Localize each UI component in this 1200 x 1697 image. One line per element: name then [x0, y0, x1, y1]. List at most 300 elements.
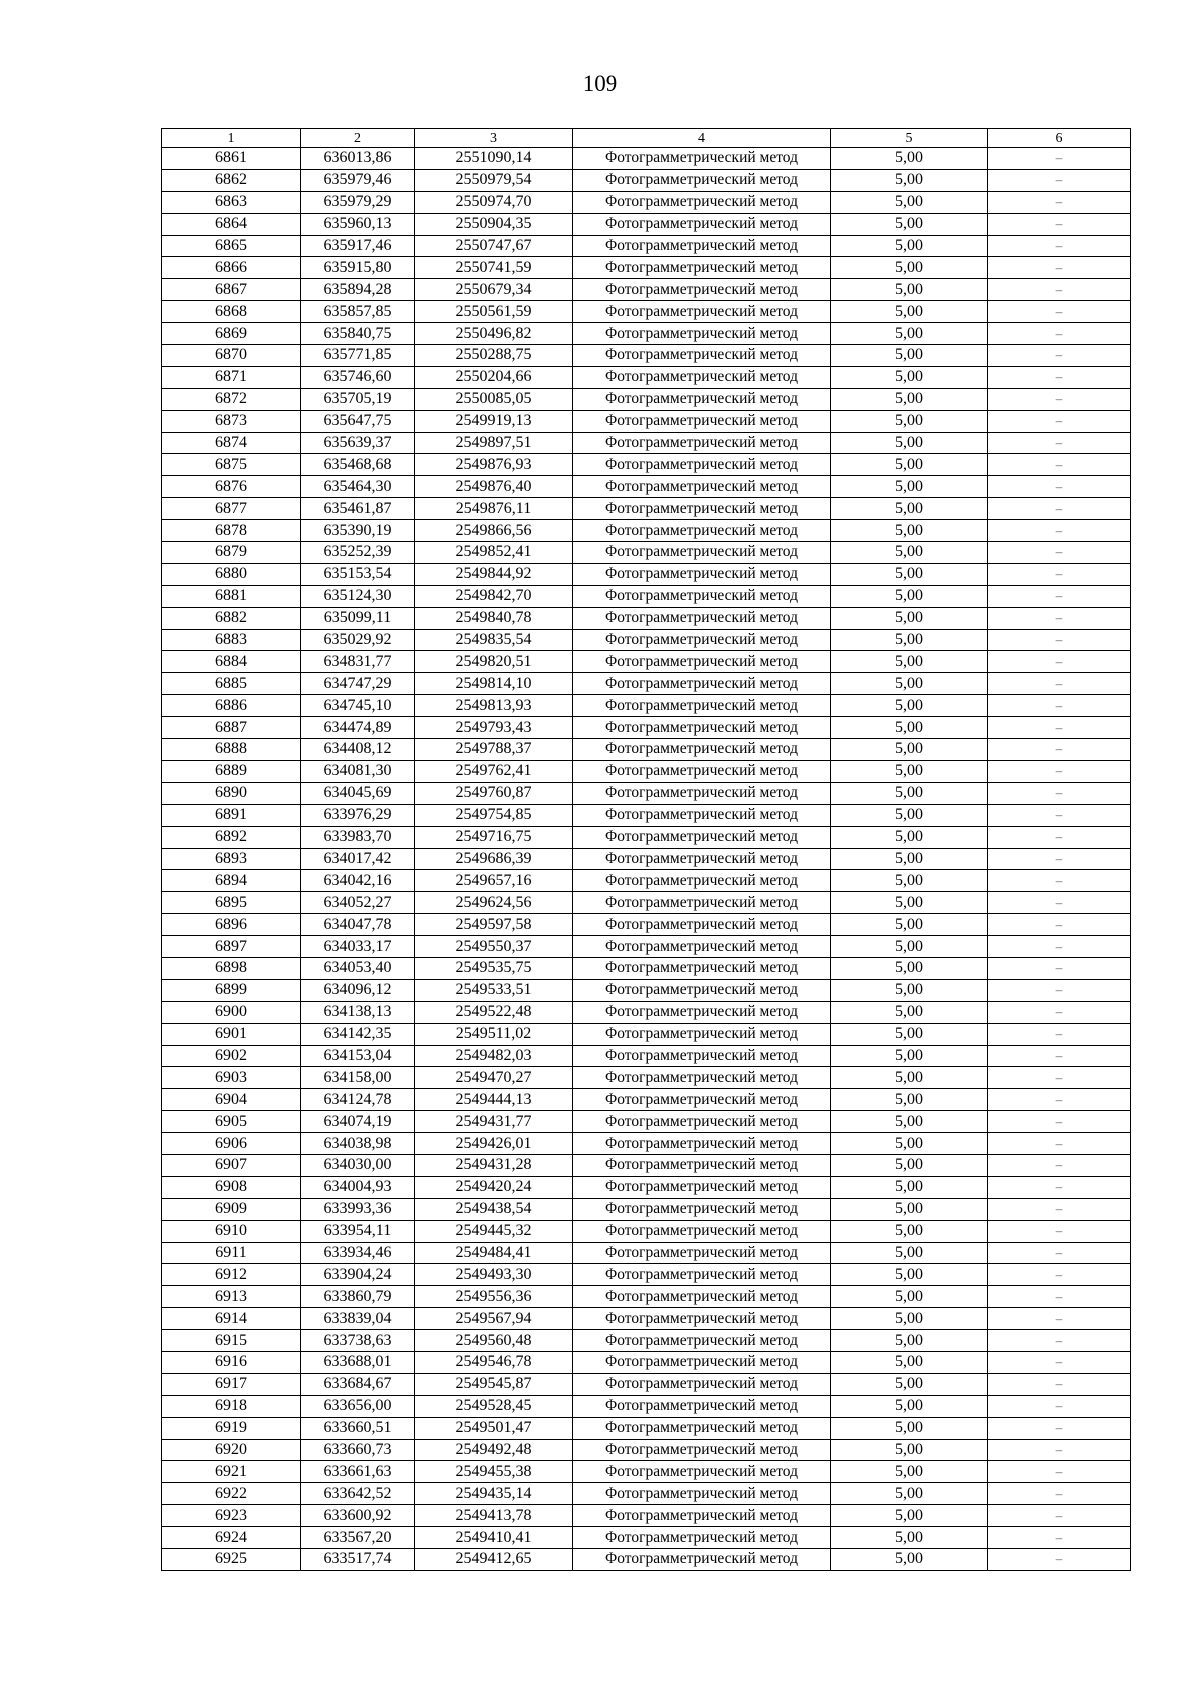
x-coordinate-cell: 635705,19 — [301, 388, 415, 410]
method-cell: Фотограмметрический метод — [573, 1133, 831, 1155]
table-row — [162, 191, 1131, 213]
note-cell: – — [988, 1395, 1131, 1417]
y-coordinate-cell: 2549545,87 — [415, 1373, 573, 1395]
y-coordinate-cell: 2550747,67 — [415, 235, 573, 257]
method-cell: Фотограмметрический метод — [573, 520, 831, 542]
y-coordinate-cell: 2549852,41 — [415, 542, 573, 564]
method-cell: Фотограмметрический метод — [573, 1483, 831, 1505]
note-cell: – — [988, 1133, 1131, 1155]
x-coordinate-cell: 635390,19 — [301, 520, 415, 542]
point-number-cell: 6874 — [162, 432, 301, 454]
y-coordinate-cell: 2549624,56 — [415, 892, 573, 914]
point-number-cell: 6862 — [162, 169, 301, 191]
note-cell: – — [988, 279, 1131, 301]
point-number-cell: 6906 — [162, 1133, 301, 1155]
note-cell: – — [988, 695, 1131, 717]
accuracy-cell: 5,00 — [831, 1286, 988, 1308]
point-number-cell: 6911 — [162, 1242, 301, 1264]
note-cell: – — [988, 782, 1131, 804]
method-cell: Фотограмметрический метод — [573, 826, 831, 848]
y-coordinate-cell: 2550741,59 — [415, 257, 573, 279]
accuracy-cell: 5,00 — [831, 1395, 988, 1417]
method-cell: Фотограмметрический метод — [573, 432, 831, 454]
point-number-cell: 6894 — [162, 870, 301, 892]
y-coordinate-cell: 2549413,78 — [415, 1505, 573, 1527]
note-cell: – — [988, 1045, 1131, 1067]
note-cell: – — [988, 1549, 1131, 1571]
method-cell: Фотограмметрический метод — [573, 695, 831, 717]
table-row — [162, 914, 1131, 936]
note-cell: – — [988, 673, 1131, 695]
method-cell: Фотограмметрический метод — [573, 542, 831, 564]
method-cell: Фотограмметрический метод — [573, 257, 831, 279]
point-number-cell: 6900 — [162, 1001, 301, 1023]
y-coordinate-cell: 2549835,54 — [415, 629, 573, 651]
note-cell: – — [988, 936, 1131, 958]
y-coordinate-cell: 2549716,75 — [415, 826, 573, 848]
note-cell: – — [988, 301, 1131, 323]
method-cell: Фотограмметрический метод — [573, 870, 831, 892]
y-coordinate-cell: 2549844,92 — [415, 563, 573, 585]
point-number-cell: 6902 — [162, 1045, 301, 1067]
point-number-cell: 6887 — [162, 717, 301, 739]
point-number-cell: 6884 — [162, 651, 301, 673]
accuracy-cell: 5,00 — [831, 563, 988, 585]
point-number-cell: 6913 — [162, 1286, 301, 1308]
point-number-cell: 6925 — [162, 1549, 301, 1571]
point-number-cell: 6871 — [162, 366, 301, 388]
table-row — [162, 1351, 1131, 1373]
accuracy-cell: 5,00 — [831, 1220, 988, 1242]
accuracy-cell: 5,00 — [831, 213, 988, 235]
accuracy-cell: 5,00 — [831, 1176, 988, 1198]
x-coordinate-cell: 634053,40 — [301, 957, 415, 979]
table-row — [162, 454, 1131, 476]
note-cell: – — [988, 804, 1131, 826]
method-cell: Фотограмметрический метод — [573, 782, 831, 804]
table-row — [162, 673, 1131, 695]
note-cell: – — [988, 1439, 1131, 1461]
x-coordinate-cell: 633839,04 — [301, 1308, 415, 1330]
method-cell: Фотограмметрический метод — [573, 936, 831, 958]
point-number-cell: 6897 — [162, 936, 301, 958]
accuracy-cell: 5,00 — [831, 585, 988, 607]
method-cell: Фотограмметрический метод — [573, 1439, 831, 1461]
table-row — [162, 169, 1131, 191]
y-coordinate-cell: 2549866,56 — [415, 520, 573, 542]
note-cell: – — [988, 169, 1131, 191]
accuracy-cell: 5,00 — [831, 1264, 988, 1286]
y-coordinate-cell: 2549876,40 — [415, 476, 573, 498]
y-coordinate-cell: 2549546,78 — [415, 1351, 573, 1373]
table-row — [162, 366, 1131, 388]
note-cell: – — [988, 1505, 1131, 1527]
note-cell: – — [988, 1373, 1131, 1395]
accuracy-cell: 5,00 — [831, 1001, 988, 1023]
note-cell: – — [988, 1308, 1131, 1330]
method-cell: Фотограмметрический метод — [573, 957, 831, 979]
point-number-cell: 6924 — [162, 1527, 301, 1549]
x-coordinate-cell: 635840,75 — [301, 323, 415, 345]
point-number-cell: 6910 — [162, 1220, 301, 1242]
method-cell: Фотограмметрический метод — [573, 1549, 831, 1571]
method-cell: Фотограмметрический метод — [573, 804, 831, 826]
y-coordinate-cell: 2550979,54 — [415, 169, 573, 191]
method-cell: Фотограмметрический метод — [573, 388, 831, 410]
method-cell: Фотограмметрический метод — [573, 323, 831, 345]
accuracy-cell: 5,00 — [831, 1023, 988, 1045]
accuracy-cell: 5,00 — [831, 1111, 988, 1133]
accuracy-cell: 5,00 — [831, 1242, 988, 1264]
point-number-cell: 6878 — [162, 520, 301, 542]
method-cell: Фотограмметрический метод — [573, 1242, 831, 1264]
point-number-cell: 6863 — [162, 191, 301, 213]
method-cell: Фотограмметрический метод — [573, 1089, 831, 1111]
method-cell: Фотограмметрический метод — [573, 345, 831, 367]
x-coordinate-cell: 633983,70 — [301, 826, 415, 848]
point-number-cell: 6895 — [162, 892, 301, 914]
table-row — [162, 782, 1131, 804]
table-row — [162, 1242, 1131, 1264]
note-cell: – — [988, 1023, 1131, 1045]
method-cell: Фотограмметрический метод — [573, 1067, 831, 1089]
accuracy-cell: 5,00 — [831, 235, 988, 257]
accuracy-cell: 5,00 — [831, 454, 988, 476]
table-body — [162, 148, 1131, 1571]
table-row — [162, 213, 1131, 235]
method-cell: Фотограмметрический метод — [573, 1505, 831, 1527]
method-cell: Фотограмметрический метод — [573, 585, 831, 607]
table-row — [162, 1198, 1131, 1220]
method-cell: Фотограмметрический метод — [573, 739, 831, 761]
table-row — [162, 957, 1131, 979]
accuracy-cell: 5,00 — [831, 1439, 988, 1461]
y-coordinate-cell: 2550496,82 — [415, 323, 573, 345]
point-number-cell: 6885 — [162, 673, 301, 695]
x-coordinate-cell: 633656,00 — [301, 1395, 415, 1417]
method-cell: Фотограмметрический метод — [573, 760, 831, 782]
table-row — [162, 520, 1131, 542]
table-row — [162, 739, 1131, 761]
y-coordinate-cell: 2549876,11 — [415, 498, 573, 520]
accuracy-cell: 5,00 — [831, 760, 988, 782]
accuracy-cell: 5,00 — [831, 826, 988, 848]
point-number-cell: 6880 — [162, 563, 301, 585]
accuracy-cell: 5,00 — [831, 1133, 988, 1155]
y-coordinate-cell: 2549438,54 — [415, 1198, 573, 1220]
method-cell: Фотограмметрический метод — [573, 1023, 831, 1045]
note-cell: – — [988, 1067, 1131, 1089]
table-row — [162, 629, 1131, 651]
note-cell: – — [988, 257, 1131, 279]
table-row — [162, 936, 1131, 958]
method-cell: Фотограмметрический метод — [573, 1286, 831, 1308]
table-row — [162, 498, 1131, 520]
method-cell: Фотограмметрический метод — [573, 279, 831, 301]
x-coordinate-cell: 635099,11 — [301, 607, 415, 629]
y-coordinate-cell: 2549493,30 — [415, 1264, 573, 1286]
point-number-cell: 6909 — [162, 1198, 301, 1220]
accuracy-cell: 5,00 — [831, 498, 988, 520]
accuracy-cell: 5,00 — [831, 979, 988, 1001]
method-cell: Фотограмметрический метод — [573, 1264, 831, 1286]
note-cell: – — [988, 498, 1131, 520]
note-cell: – — [988, 323, 1131, 345]
y-coordinate-cell: 2549492,48 — [415, 1439, 573, 1461]
accuracy-cell: 5,00 — [831, 432, 988, 454]
y-coordinate-cell: 2551090,14 — [415, 148, 573, 170]
table-row — [162, 695, 1131, 717]
table-row — [162, 1176, 1131, 1198]
y-coordinate-cell: 2549793,43 — [415, 717, 573, 739]
accuracy-cell: 5,00 — [831, 1308, 988, 1330]
point-number-cell: 6920 — [162, 1439, 301, 1461]
note-cell: – — [988, 235, 1131, 257]
note-cell: – — [988, 739, 1131, 761]
y-coordinate-cell: 2549762,41 — [415, 760, 573, 782]
accuracy-cell: 5,00 — [831, 1373, 988, 1395]
method-cell: Фотограмметрический метод — [573, 476, 831, 498]
y-coordinate-cell: 2549528,45 — [415, 1395, 573, 1417]
table-row — [162, 388, 1131, 410]
accuracy-cell: 5,00 — [831, 914, 988, 936]
method-cell: Фотограмметрический метод — [573, 1176, 831, 1198]
x-coordinate-cell: 634408,12 — [301, 739, 415, 761]
table-row — [162, 1264, 1131, 1286]
method-cell: Фотограмметрический метод — [573, 1351, 831, 1373]
accuracy-cell: 5,00 — [831, 366, 988, 388]
table-row — [162, 892, 1131, 914]
table-row — [162, 1461, 1131, 1483]
accuracy-cell: 5,00 — [831, 1505, 988, 1527]
y-coordinate-cell: 2549788,37 — [415, 739, 573, 761]
note-cell: – — [988, 542, 1131, 564]
x-coordinate-cell: 635915,80 — [301, 257, 415, 279]
accuracy-cell: 5,00 — [831, 1549, 988, 1571]
accuracy-cell: 5,00 — [831, 607, 988, 629]
x-coordinate-cell: 634047,78 — [301, 914, 415, 936]
point-number-cell: 6919 — [162, 1417, 301, 1439]
accuracy-cell: 5,00 — [831, 739, 988, 761]
table-row — [162, 1483, 1131, 1505]
x-coordinate-cell: 635979,46 — [301, 169, 415, 191]
accuracy-cell: 5,00 — [831, 870, 988, 892]
x-coordinate-cell: 634038,98 — [301, 1133, 415, 1155]
y-coordinate-cell: 2549840,78 — [415, 607, 573, 629]
x-coordinate-cell: 634033,17 — [301, 936, 415, 958]
column-header-4: 4 — [573, 129, 831, 148]
x-coordinate-cell: 634124,78 — [301, 1089, 415, 1111]
x-coordinate-cell: 633934,46 — [301, 1242, 415, 1264]
point-number-cell: 6876 — [162, 476, 301, 498]
method-cell: Фотограмметрический метод — [573, 1308, 831, 1330]
point-number-cell: 6890 — [162, 782, 301, 804]
y-coordinate-cell: 2549842,70 — [415, 585, 573, 607]
x-coordinate-cell: 634153,04 — [301, 1045, 415, 1067]
x-coordinate-cell: 634138,13 — [301, 1001, 415, 1023]
table-row — [162, 301, 1131, 323]
table-row — [162, 870, 1131, 892]
table-row — [162, 848, 1131, 870]
method-cell: Фотограмметрический метод — [573, 1154, 831, 1176]
accuracy-cell: 5,00 — [831, 279, 988, 301]
accuracy-cell: 5,00 — [831, 345, 988, 367]
note-cell: – — [988, 848, 1131, 870]
accuracy-cell: 5,00 — [831, 1527, 988, 1549]
method-cell: Фотограмметрический метод — [573, 1417, 831, 1439]
point-number-cell: 6870 — [162, 345, 301, 367]
accuracy-cell: 5,00 — [831, 542, 988, 564]
y-coordinate-cell: 2549814,10 — [415, 673, 573, 695]
method-cell: Фотограмметрический метод — [573, 1001, 831, 1023]
table-row — [162, 979, 1131, 1001]
y-coordinate-cell: 2549412,65 — [415, 1549, 573, 1571]
method-cell: Фотограмметрический метод — [573, 1330, 831, 1352]
x-coordinate-cell: 635468,68 — [301, 454, 415, 476]
point-number-cell: 6886 — [162, 695, 301, 717]
note-cell: – — [988, 1242, 1131, 1264]
note-cell: – — [988, 410, 1131, 432]
note-cell: – — [988, 1089, 1131, 1111]
table-row — [162, 235, 1131, 257]
point-number-cell: 6889 — [162, 760, 301, 782]
y-coordinate-cell: 2549431,28 — [415, 1154, 573, 1176]
method-cell: Фотограмметрический метод — [573, 1045, 831, 1067]
accuracy-cell: 5,00 — [831, 1045, 988, 1067]
point-number-cell: 6918 — [162, 1395, 301, 1417]
y-coordinate-cell: 2549435,14 — [415, 1483, 573, 1505]
method-cell: Фотограмметрический метод — [573, 1373, 831, 1395]
x-coordinate-cell: 634142,35 — [301, 1023, 415, 1045]
table-header-row — [162, 129, 1131, 148]
y-coordinate-cell: 2550679,34 — [415, 279, 573, 301]
method-cell: Фотограмметрический метод — [573, 651, 831, 673]
method-cell: Фотограмметрический метод — [573, 914, 831, 936]
note-cell: – — [988, 1461, 1131, 1483]
accuracy-cell: 5,00 — [831, 323, 988, 345]
method-cell: Фотограмметрический метод — [573, 979, 831, 1001]
accuracy-cell: 5,00 — [831, 936, 988, 958]
point-number-cell: 6861 — [162, 148, 301, 170]
x-coordinate-cell: 635647,75 — [301, 410, 415, 432]
table-row — [162, 279, 1131, 301]
point-number-cell: 6873 — [162, 410, 301, 432]
point-number-cell: 6923 — [162, 1505, 301, 1527]
y-coordinate-cell: 2549897,51 — [415, 432, 573, 454]
y-coordinate-cell: 2550204,66 — [415, 366, 573, 388]
table-row — [162, 760, 1131, 782]
note-cell: – — [988, 914, 1131, 936]
accuracy-cell: 5,00 — [831, 629, 988, 651]
y-coordinate-cell: 2549484,41 — [415, 1242, 573, 1264]
table-row — [162, 1286, 1131, 1308]
y-coordinate-cell: 2550561,59 — [415, 301, 573, 323]
x-coordinate-cell: 635252,39 — [301, 542, 415, 564]
x-coordinate-cell: 635639,37 — [301, 432, 415, 454]
table-row — [162, 563, 1131, 585]
point-number-cell: 6908 — [162, 1176, 301, 1198]
method-cell: Фотограмметрический метод — [573, 213, 831, 235]
method-cell: Фотограмметрический метод — [573, 717, 831, 739]
x-coordinate-cell: 634831,77 — [301, 651, 415, 673]
accuracy-cell: 5,00 — [831, 1483, 988, 1505]
table-row — [162, 651, 1131, 673]
table-row — [162, 1023, 1131, 1045]
note-cell: – — [988, 345, 1131, 367]
accuracy-cell: 5,00 — [831, 169, 988, 191]
point-number-cell: 6892 — [162, 826, 301, 848]
point-number-cell: 6921 — [162, 1461, 301, 1483]
y-coordinate-cell: 2549535,75 — [415, 957, 573, 979]
note-cell: – — [988, 1483, 1131, 1505]
y-coordinate-cell: 2549567,94 — [415, 1308, 573, 1330]
x-coordinate-cell: 633904,24 — [301, 1264, 415, 1286]
method-cell: Фотограмметрический метод — [573, 235, 831, 257]
y-coordinate-cell: 2549501,47 — [415, 1417, 573, 1439]
column-header-3: 3 — [415, 129, 573, 148]
table-row — [162, 607, 1131, 629]
point-number-cell: 6922 — [162, 1483, 301, 1505]
table-row — [162, 1133, 1131, 1155]
method-cell: Фотограмметрический метод — [573, 366, 831, 388]
point-number-cell: 6896 — [162, 914, 301, 936]
y-coordinate-cell: 2549431,77 — [415, 1111, 573, 1133]
point-number-cell: 6867 — [162, 279, 301, 301]
x-coordinate-cell: 636013,86 — [301, 148, 415, 170]
x-coordinate-cell: 633517,74 — [301, 1549, 415, 1571]
accuracy-cell: 5,00 — [831, 410, 988, 432]
y-coordinate-cell: 2549760,87 — [415, 782, 573, 804]
method-cell: Фотограмметрический метод — [573, 673, 831, 695]
note-cell: – — [988, 520, 1131, 542]
y-coordinate-cell: 2549522,48 — [415, 1001, 573, 1023]
y-coordinate-cell: 2549482,03 — [415, 1045, 573, 1067]
method-cell: Фотограмметрический метод — [573, 454, 831, 476]
y-coordinate-cell: 2549560,48 — [415, 1330, 573, 1352]
x-coordinate-cell: 635857,85 — [301, 301, 415, 323]
point-number-cell: 6865 — [162, 235, 301, 257]
x-coordinate-cell: 633661,63 — [301, 1461, 415, 1483]
note-cell: – — [988, 1154, 1131, 1176]
point-number-cell: 6907 — [162, 1154, 301, 1176]
y-coordinate-cell: 2549455,38 — [415, 1461, 573, 1483]
accuracy-cell: 5,00 — [831, 1067, 988, 1089]
accuracy-cell: 5,00 — [831, 673, 988, 695]
y-coordinate-cell: 2549420,24 — [415, 1176, 573, 1198]
method-cell: Фотограмметрический метод — [573, 1220, 831, 1242]
point-number-cell: 6917 — [162, 1373, 301, 1395]
point-number-cell: 6881 — [162, 585, 301, 607]
method-cell: Фотограмметрический метод — [573, 191, 831, 213]
x-coordinate-cell: 635124,30 — [301, 585, 415, 607]
x-coordinate-cell: 634074,19 — [301, 1111, 415, 1133]
y-coordinate-cell: 2550288,75 — [415, 345, 573, 367]
y-coordinate-cell: 2549556,36 — [415, 1286, 573, 1308]
point-number-cell: 6875 — [162, 454, 301, 476]
note-cell: – — [988, 454, 1131, 476]
x-coordinate-cell: 633660,73 — [301, 1439, 415, 1461]
column-header-2: 2 — [301, 129, 415, 148]
table-row — [162, 1001, 1131, 1023]
x-coordinate-cell: 633660,51 — [301, 1417, 415, 1439]
note-cell: – — [988, 979, 1131, 1001]
y-coordinate-cell: 2549533,51 — [415, 979, 573, 1001]
y-coordinate-cell: 2550974,70 — [415, 191, 573, 213]
table-row — [162, 1527, 1131, 1549]
point-number-cell: 6905 — [162, 1111, 301, 1133]
table-row — [162, 323, 1131, 345]
method-cell: Фотограмметрический метод — [573, 301, 831, 323]
